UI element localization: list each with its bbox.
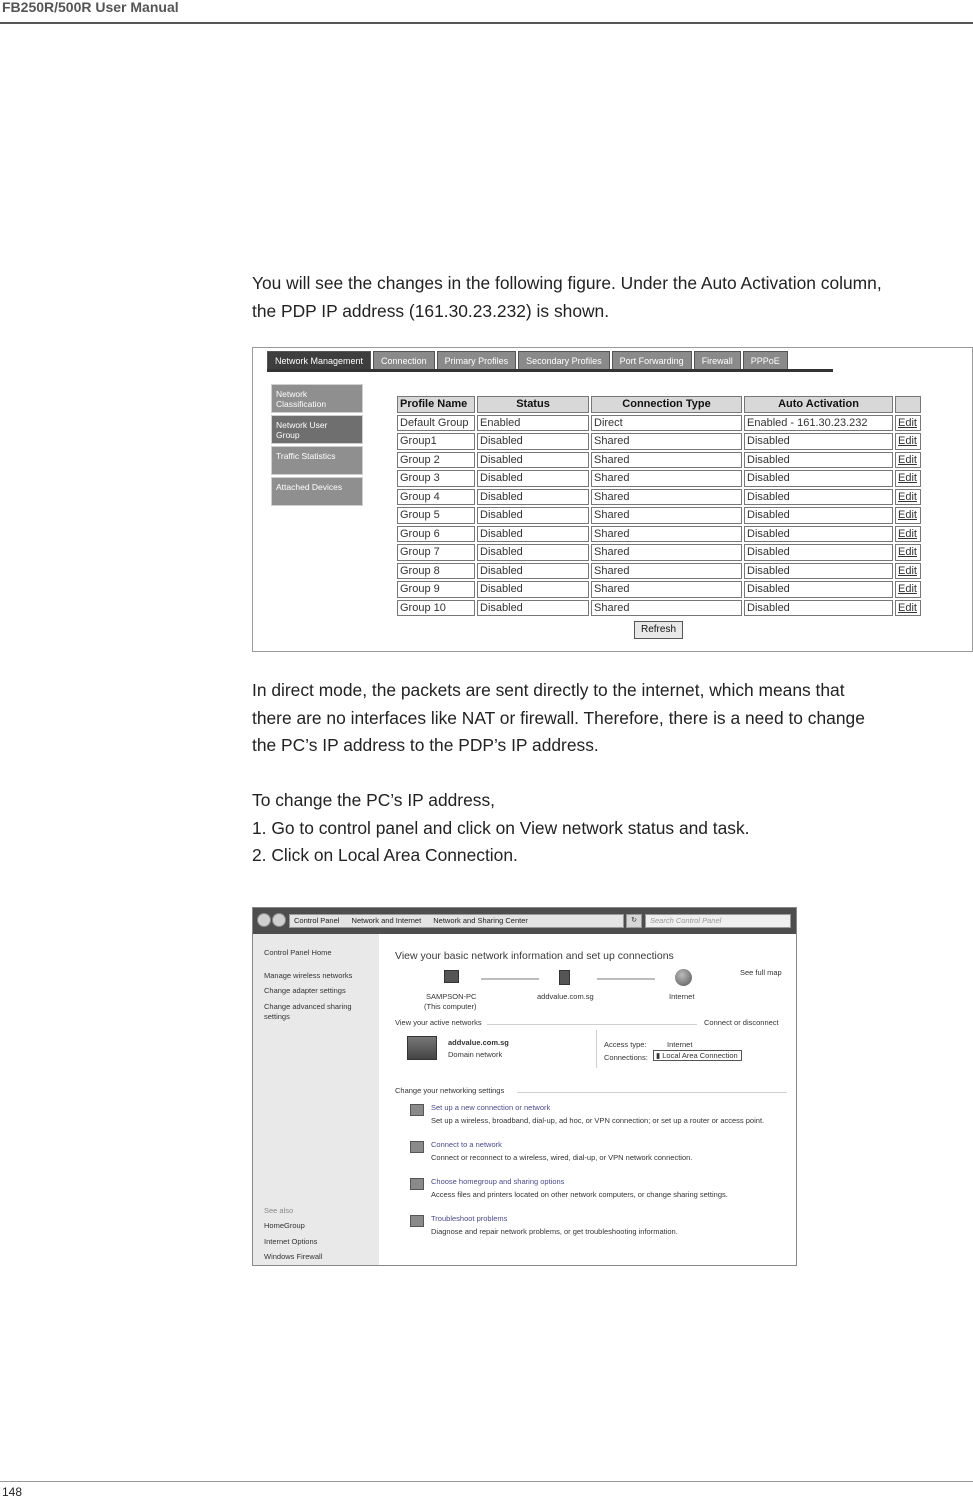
- intro-line: the PDP IP address (161.30.23.232) is shown.: [252, 300, 610, 321]
- control-panel-screenshot: [252, 907, 797, 1266]
- nav-network-user-group[interactable]: [271, 415, 363, 444]
- cell-connection-type: Direct: [591, 415, 742, 432]
- address-bar: [253, 908, 796, 934]
- intro-paragraph: [252, 270, 882, 325]
- profile-table: [395, 394, 923, 618]
- search-input[interactable]: Search Control Panel: [645, 914, 791, 928]
- new-connection-icon: [410, 1104, 424, 1116]
- local-area-connection-label: Local Area Connection: [662, 1051, 738, 1060]
- direct-mode-paragraph: [252, 677, 865, 760]
- cell-profile-name: Group 4: [397, 489, 475, 506]
- edit-link[interactable]: Edit: [895, 581, 921, 598]
- cell-auto-activation: Disabled: [744, 470, 893, 487]
- task-description: Set up a wireless, broadband, dial-up, ad hoc, or VPN connection; or set up a router or access point.: [431, 1116, 765, 1125]
- nav-label: Network User: [276, 420, 328, 430]
- nav-label: Traffic Statistics: [276, 451, 336, 461]
- cell-profile-name: Group 2: [397, 452, 475, 469]
- nav-label: Attached Devices: [276, 482, 343, 492]
- cell-connection-type: Shared: [591, 526, 742, 543]
- troubleshoot-icon: [410, 1215, 424, 1227]
- edit-link[interactable]: Edit: [895, 489, 921, 506]
- step-item: 2. Click on Local Area Connection.: [252, 845, 518, 865]
- cell-status: Disabled: [477, 581, 589, 598]
- footer-rule: [0, 1481, 973, 1482]
- cell-connection-type: Shared: [591, 600, 742, 617]
- cell-status: Disabled: [477, 433, 589, 450]
- tab-network-management[interactable]: Network Management: [267, 351, 371, 370]
- forward-arrow-icon[interactable]: [272, 913, 286, 927]
- sidebar-item-internet-options[interactable]: Internet Options: [264, 1237, 318, 1246]
- connect-disconnect-link[interactable]: Connect or disconnect: [704, 1018, 779, 1027]
- tab-connection[interactable]: Connection: [373, 351, 435, 370]
- cell-connection-type: Shared: [591, 433, 742, 450]
- cell-auto-activation: Disabled: [744, 563, 893, 580]
- table-row: [397, 544, 921, 561]
- cell-status: Disabled: [477, 470, 589, 487]
- cell-status: Disabled: [477, 526, 589, 543]
- tab-pppoe[interactable]: PPPoE: [743, 351, 788, 370]
- cell-auto-activation: Enabled - 161.30.23.232: [744, 415, 893, 432]
- cell-connection-type: Shared: [591, 452, 742, 469]
- cell-profile-name: Group 3: [397, 470, 475, 487]
- task-description: Diagnose and repair network problems, or get troubleshooting information.: [431, 1227, 678, 1236]
- breadcrumb[interactable]: [289, 914, 624, 928]
- cell-auto-activation: Disabled: [744, 452, 893, 469]
- breadcrumb-item[interactable]: Control Panel: [294, 916, 340, 925]
- nav-traffic-statistics[interactable]: [271, 446, 363, 475]
- cell-auto-activation: Disabled: [744, 433, 893, 450]
- page-number: 148: [2, 1485, 23, 1499]
- breadcrumb-item[interactable]: Network and Sharing Center: [433, 916, 528, 925]
- intro-line: You will see the changes in the following figure. Under the Auto Activation column,: [252, 273, 882, 293]
- local-area-connection-link[interactable]: [653, 1050, 742, 1061]
- section-divider: [487, 1024, 697, 1025]
- col-auto-activation: Auto Activation: [744, 396, 893, 413]
- task-description: Connect or reconnect to a wireless, wired, dial-up, or VPN network connection.: [431, 1153, 693, 1162]
- see-also-label: See also: [264, 1206, 294, 1215]
- column-divider: [596, 1030, 597, 1068]
- col-profile-name: Profile Name: [397, 396, 475, 413]
- edit-link[interactable]: Edit: [895, 452, 921, 469]
- edit-link[interactable]: Edit: [895, 563, 921, 580]
- sidebar-item-windows-firewall[interactable]: Windows Firewall: [264, 1252, 323, 1261]
- refresh-icon[interactable]: ↻: [626, 914, 642, 928]
- control-panel-main: [379, 934, 796, 1265]
- steps-list: [252, 787, 750, 870]
- cell-status: Disabled: [477, 600, 589, 617]
- col-edit: [895, 396, 921, 413]
- back-arrow-icon[interactable]: [257, 913, 271, 927]
- cell-connection-type: Shared: [591, 489, 742, 506]
- network-name-label: addvalue.com.sg: [537, 992, 594, 1001]
- cell-profile-name: Group 10: [397, 600, 475, 617]
- tab-port-forwarding[interactable]: Port Forwarding: [612, 351, 692, 370]
- sidebar-item-adapter[interactable]: Change adapter settings: [264, 986, 346, 995]
- pc-name: SAMPSON-PC: [426, 992, 477, 1001]
- refresh-button[interactable]: Refresh: [634, 621, 683, 639]
- cell-status: Disabled: [477, 563, 589, 580]
- table-row: [397, 452, 921, 469]
- cell-status: Disabled: [477, 507, 589, 524]
- cell-profile-name: Group 6: [397, 526, 475, 543]
- edit-link[interactable]: Edit: [895, 600, 921, 617]
- network-icon: [559, 970, 570, 985]
- nav-label: Network: [276, 389, 308, 399]
- table-row: [397, 600, 921, 617]
- homegroup-icon: [410, 1178, 424, 1190]
- cell-status: Enabled: [477, 415, 589, 432]
- manual-title: FB250R/500R User Manual: [2, 0, 179, 15]
- connections-label: Connections:: [604, 1053, 648, 1062]
- active-network-name: addvalue.com.sg: [448, 1038, 509, 1047]
- sidebar-item-home[interactable]: Control Panel Home: [264, 948, 332, 957]
- tab-primary-profiles[interactable]: Primary Profiles: [437, 351, 517, 370]
- table-row: [397, 489, 921, 506]
- cell-profile-name: Group 7: [397, 544, 475, 561]
- globe-icon: [675, 969, 692, 986]
- edit-link[interactable]: Edit: [895, 507, 921, 524]
- table-row: [397, 526, 921, 543]
- cell-auto-activation: Disabled: [744, 544, 893, 561]
- router-side-nav: [271, 384, 363, 508]
- edit-link[interactable]: Edit: [895, 470, 921, 487]
- cell-connection-type: Shared: [591, 507, 742, 524]
- edit-link[interactable]: Edit: [895, 415, 921, 432]
- cell-auto-activation: Disabled: [744, 526, 893, 543]
- pc-sub-label: (This computer): [424, 1002, 477, 1011]
- cell-auto-activation: Disabled: [744, 581, 893, 598]
- table-header-row: [397, 396, 921, 413]
- edit-link[interactable]: Edit: [895, 433, 921, 450]
- table-row: [397, 563, 921, 580]
- access-type-label: Access type:: [604, 1040, 647, 1049]
- nav-network-classification[interactable]: [271, 384, 363, 413]
- section-divider: [517, 1092, 787, 1093]
- cell-profile-name: Default Group: [397, 415, 475, 432]
- cell-connection-type: Shared: [591, 470, 742, 487]
- cell-profile-name: Group 9: [397, 581, 475, 598]
- col-status: Status: [477, 396, 589, 413]
- table-row: [397, 415, 921, 432]
- table-row: [397, 507, 921, 524]
- internet-label: Internet: [669, 992, 695, 1001]
- connection-line: [597, 978, 655, 980]
- cell-profile-name: Group 5: [397, 507, 475, 524]
- cell-auto-activation: Disabled: [744, 600, 893, 617]
- table-row: [397, 470, 921, 487]
- task-link-troubleshoot[interactable]: Troubleshoot problems: [431, 1214, 508, 1223]
- edit-link[interactable]: Edit: [895, 526, 921, 543]
- cell-auto-activation: Disabled: [744, 507, 893, 524]
- sidebar-item-homegroup[interactable]: HomeGroup: [264, 1221, 305, 1230]
- computer-icon: [444, 970, 459, 983]
- tab-secondary-profiles[interactable]: Secondary Profiles: [518, 351, 610, 370]
- task-link-new-connection[interactable]: Set up a new connection or network: [431, 1103, 551, 1112]
- access-type-value: Internet: [667, 1040, 693, 1049]
- ethernet-icon: ▮: [656, 1051, 661, 1060]
- cell-connection-type: Shared: [591, 544, 742, 561]
- cell-connection-type: Shared: [591, 563, 742, 580]
- connect-network-icon: [410, 1141, 424, 1153]
- nav-label: Group: [276, 430, 300, 440]
- col-connection-type: Connection Type: [591, 396, 742, 413]
- active-network-type[interactable]: Domain network: [448, 1050, 503, 1059]
- nav-attached-devices[interactable]: [271, 477, 363, 506]
- table-row: [397, 581, 921, 598]
- see-full-map-link[interactable]: See full map: [740, 968, 782, 977]
- cell-status: Disabled: [477, 544, 589, 561]
- page-title: View your basic network information and set up connections: [395, 950, 674, 962]
- router-tab-bar: [267, 351, 790, 370]
- router-web-ui-screenshot: [252, 347, 973, 652]
- edit-link[interactable]: Edit: [895, 544, 921, 561]
- tab-underline: [267, 369, 833, 372]
- cell-status: Disabled: [477, 452, 589, 469]
- sidebar-item-wireless[interactable]: Manage wireless networks: [264, 971, 353, 980]
- body-line: the PC’s IP address to the PDP’s IP address.: [252, 735, 599, 755]
- page-header: [0, 0, 973, 24]
- cell-auto-activation: Disabled: [744, 489, 893, 506]
- breadcrumb-item[interactable]: Network and Internet: [351, 916, 422, 925]
- task-link-connect-network[interactable]: Connect to a network: [431, 1140, 502, 1149]
- domain-network-icon: [407, 1036, 437, 1060]
- task-description: Access files and printers located on other network computers, or change sharing settings.: [431, 1190, 728, 1199]
- nav-label: Classification: [276, 399, 327, 409]
- cell-status: Disabled: [477, 489, 589, 506]
- cell-profile-name: Group 8: [397, 563, 475, 580]
- control-panel-sidebar: [253, 934, 379, 1265]
- body-line: In direct mode, the packets are sent directly to the internet, which means that: [252, 680, 845, 700]
- cell-profile-name: Group1: [397, 433, 475, 450]
- connection-line: [481, 978, 539, 980]
- sidebar-item-advanced-sharing-2[interactable]: settings: [264, 1012, 290, 1021]
- task-link-homegroup[interactable]: Choose homegroup and sharing options: [431, 1177, 565, 1186]
- tab-firewall[interactable]: Firewall: [694, 351, 741, 370]
- table-row: [397, 433, 921, 450]
- body-line: there are no interfaces like NAT or firewall. Therefore, there is a need to change: [252, 707, 865, 728]
- steps-intro: To change the PC’s IP address,: [252, 790, 495, 810]
- step-item: 1. Go to control panel and click on View network status and task.: [252, 817, 750, 838]
- change-settings-heading: Change your networking settings: [395, 1086, 505, 1095]
- cell-connection-type: Shared: [591, 581, 742, 598]
- active-networks-heading: View your active networks: [395, 1018, 482, 1027]
- sidebar-item-advanced-sharing[interactable]: Change advanced sharing: [264, 1002, 352, 1011]
